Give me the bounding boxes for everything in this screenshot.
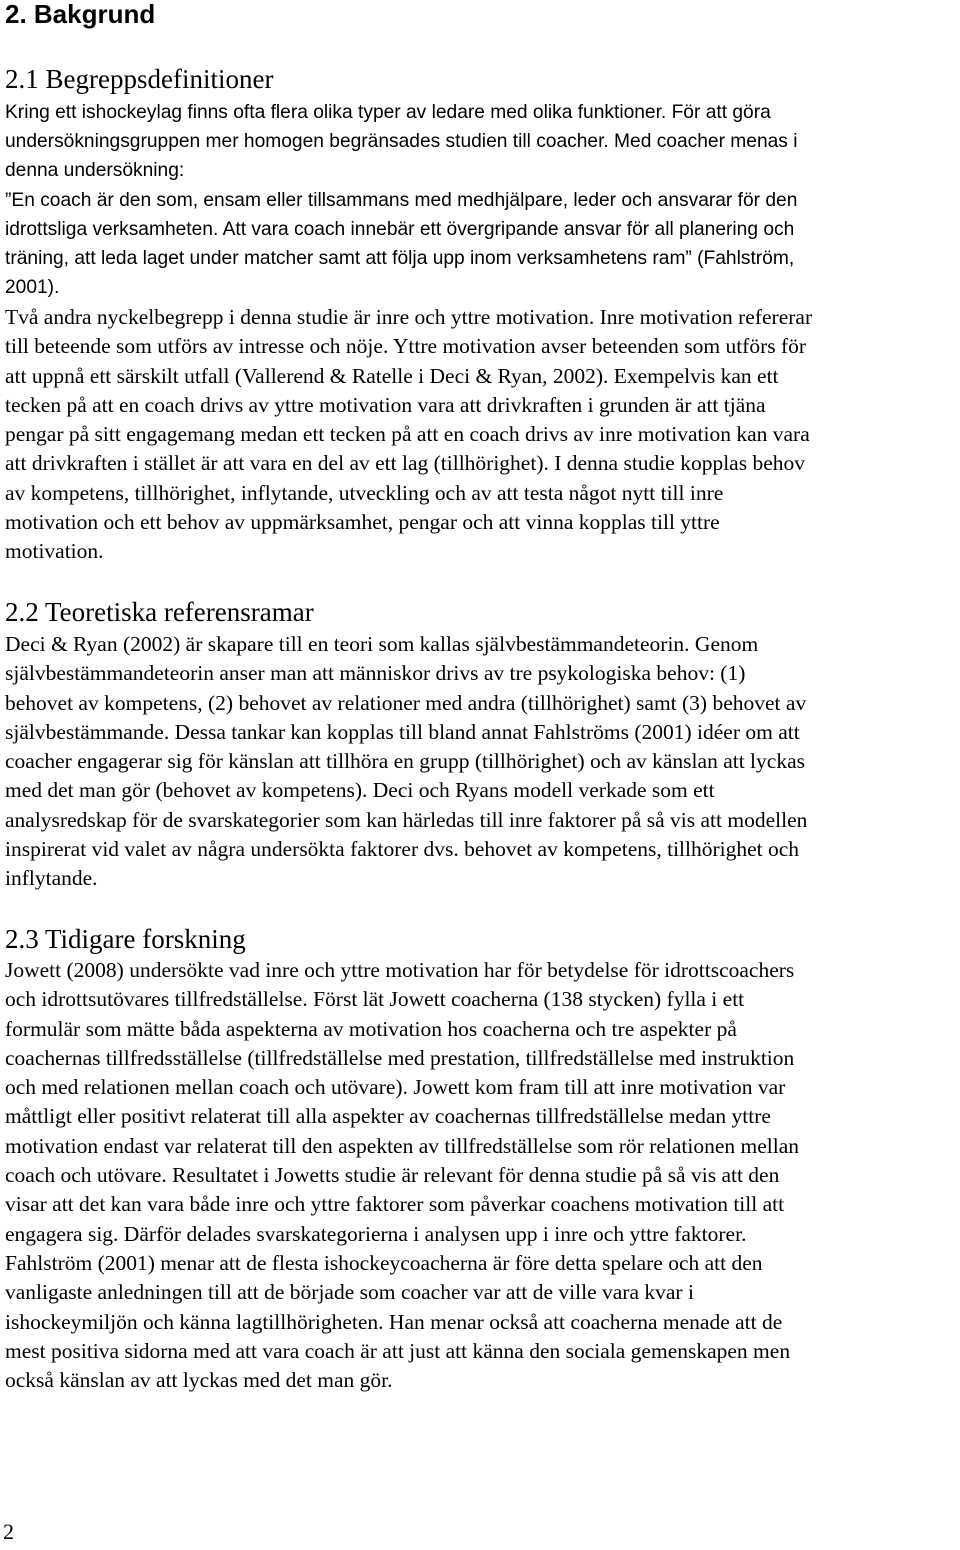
text-line: motivation endast var relaterat till den aspekten av tillfredställelse som rör relationen mellan [5,1133,800,1158]
text-line: inspirerat vid valet av några undersökta faktorer dvs. behovet av kompetens, tillhörighet och [5,837,800,862]
text-line: självbestämmande. Dessa tankar kan kopplas till bland annat Fahlströms (2001) idéer om att [5,719,800,744]
text-line: behovet av kompetens, (2) behovet av relationer med andra (tillhörighet) samt (3) behovet av [5,690,807,715]
page-number: 2 [3,1519,14,1544]
text-line: till beteende som utförs av intresse och nöje. Yttre motivation avser beteenden som utförs för [5,334,807,359]
text-line: tecken på att en coach drivs av yttre motivation vara att drivkraften i grunden är att tjäna [5,392,766,417]
text-line: motivation. [5,539,104,564]
text-line: Två andra nyckelbegrepp i denna studie är inre och yttre motivation. Inre motivation refererar [5,305,813,329]
text-line: mest positiva sidorna med att vara coach är att just att känna den sociala gemenskapen men [5,1338,791,1363]
text-line: undersökningsgruppen mer homogen begränsades studien till coacher. Med coacher menas i [5,131,798,153]
text-line: vanligaste anledningen till att de började som coacher var att de ville vara kvar i [5,1280,694,1305]
section-heading: 2. Bakgrund [5,0,156,29]
text-line: motivation och ett behov av uppmärksamhet, pengar och att vinna kopplas till yttre [5,510,720,535]
paragraph-motivation [5,303,960,567]
text-line: och med relationen mellan coach och utövare). Jowett kom fram till att inre motivation var [5,1075,786,1100]
subheading-teoretiska-referensramar: 2.2 Teoretiska referensramar [5,597,314,627]
subheading-tidigare-forskning: 2.3 Tidigare forskning [5,924,246,954]
text-line: att uppnå ett särskilt utfall (Vallerend & Ratelle i Deci & Ryan, 2002). Exempelvis kan ett [5,363,779,388]
text-line: analysredskap för de svarskategorier som kan härledas till inre faktorer på så vis att modellen [5,807,808,832]
text-line: inflytande. [5,866,98,891]
text-line: också känslan av att lyckas med det man gör. [5,1368,393,1393]
paragraph-research [5,956,960,1395]
text-line: självbestämmandeteorin anser man att människor drivs av tre psykologiska behov: (1) [5,661,746,686]
text-line: ishockeymiljön och känna lagtillhörigheten. Han menar också att coacherna menade att de [5,1309,783,1334]
text-line: träning, att leda laget under matcher samt att följa upp inom verksamhetens ram” (Fahlström, [5,248,795,270]
text-line: Kring ett ishockeylag finns ofta flera olika typer av ledare med olika funktioner. För att göra [5,102,771,123]
text-line: Fahlström (2001) menar att de flesta ishockeycoacherna är före detta spelare och att den [5,1250,763,1275]
subheading-begreppsdefinitioner: 2.1 Begreppsdefinitioner [5,64,274,94]
text-line: måttligt eller positivt relaterat till alla aspekter av coachernas tillfredställelse medan yttre [5,1104,771,1129]
paragraph-theory [5,630,960,894]
text-line: ”En coach är den som, ensam eller tillsammans med medhjälpare, leder och ansvarar för den [5,189,798,211]
paragraph-definitions [5,98,960,302]
text-line: och idrottsutövares tillfredställelse. Först lät Jowett coacherna (138 stycken) fylla i ett [5,987,745,1012]
text-line: Jowett (2008) undersökte vad inre och yttre motivation har för betydelse för idrottscoachers [5,958,795,982]
text-line: visar att det kan vara både inre och yttre faktorer som påverkar coachens motivation till att [5,1192,785,1217]
text-line: formulär som mätte båda aspekterna av motivation hos coacherna och tre aspekter på [5,1016,737,1041]
text-line: att drivkraften i stället är att vara en del av ett lag (tillhörighet). I denna studie kopplas behov [5,451,806,476]
text-line: idrottsliga verksamheten. Att vara coach innebär ett övergripande ansvar för all planering och [5,218,795,240]
text-line: 2001). [5,277,60,299]
text-line: coach och utövare. Resultatet i Jowetts studie är relevant för denna studie på så vis att den [5,1163,780,1188]
text-line: Deci & Ryan (2002) är skapare till en teori som kallas självbestämmandeteorin. Genom [5,632,759,656]
text-line: med det man gör (behovet av kompetens). Deci och Ryans modell verkade som ett [5,778,715,803]
text-line: pengar på sitt engagemang medan ett tecken på att en coach drivs av inre motivation kan vara [5,422,810,447]
text-line: coachernas tillfredsställelse (tillfredställelse med prestation, tillfredställelse med instruktion [5,1045,795,1070]
text-line: coacher engagerar sig för känslan att tillhöra en grupp (tillhörighet) och av känslan att lyckas [5,749,805,774]
text-line: engagera sig. Därför delades svarskategorierna i analysen upp i inre och yttre faktorer. [5,1221,747,1246]
text-line: av kompetens, tillhörighet, inflytande, utveckling och av att testa något nytt till inre [5,480,724,505]
text-line: denna undersökning: [5,160,185,182]
